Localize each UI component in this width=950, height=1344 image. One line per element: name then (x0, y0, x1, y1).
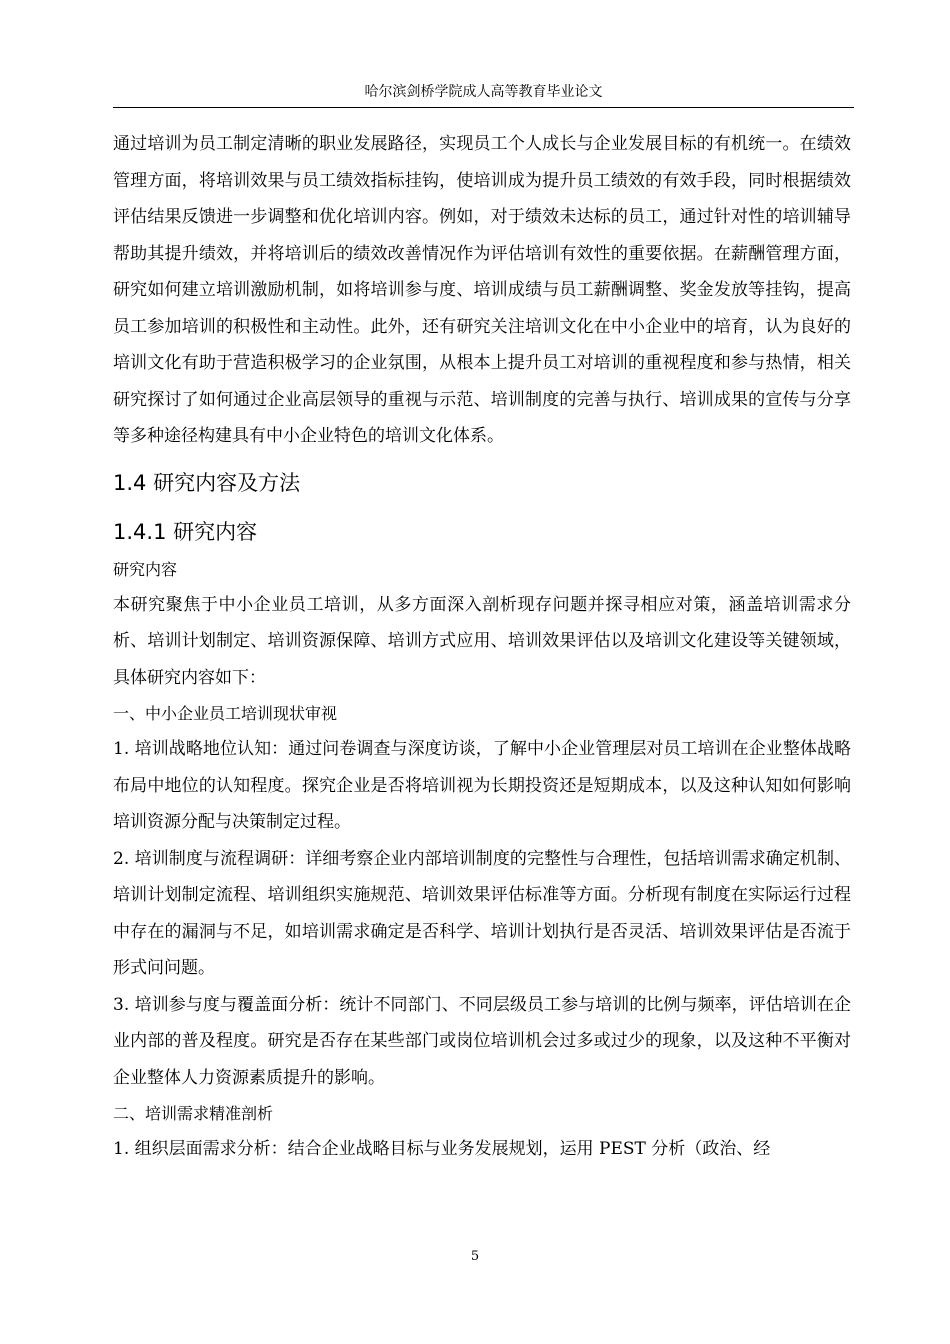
list-item: 2. 培训制度与流程调研：详细考察企业内部培训制度的完整性与合理性，包括培训需求确定机制、培训计划制定流程、培训组织实施规范、培训效果评估标准等方面。分析现有制度在实际运行过程中存在的漏洞与不足，如培训需求确定是否科学、培训计划执行是否灵活、培训效果评估是否流于形式问问题。 (113, 848, 851, 978)
list-item: 1. 培训战略地位认知：通过问卷调查与深度访谈，了解中小企业管理层对员工培训在企业整体战略布局中地位的认知程度。探究企业是否将培训视为长期投资还是短期成本，以及这种认知如何影响培训资源分配与决策制定过程。 (113, 739, 851, 832)
part-two-title: 二、培训需求精准剖析 (113, 1104, 274, 1123)
running-header: 哈尔滨剑桥学院成人高等教育毕业论文 (364, 84, 603, 100)
research-content-label: 研究内容 (113, 559, 178, 579)
page-number: 5 (470, 1249, 480, 1264)
intro-paragraph: 通过培训为员工制定清晰的职业发展路径，实现员工个人成长与企业发展目标的有机统一。在绩效管理方面，将培训效果与员工绩效指标挂钩，使培训成为提升员工绩效的有效手段，同时根据绩效评估结果反馈进一步调整和优化培训内容。例如，对于绩效未达标的员工，通过针对性的培训辅导帮助其提升绩效，并将培训后的绩效改善情况作为评估培训有效性的重要依据。在薪酬管理方面，研究如何建立培训激励机制，如将培训参与度、培训成绩与员工薪酬调整、奖金发放等挂钩，提高员工参加培训的积极性和主动性。此外，还有研究关注培训文化在中小企业中的培育，认为良好的培训文化有助于营造积极学习的企业氛围，从根本上提升员工对培训的重视程度和参与热情，相关研究探讨了如何通过企业高层领导的重视与示范、培训制度的完善与执行、培训成果的宣传与分享等多种途径构建具有中小企业特色的培训文化体系。 (113, 134, 851, 446)
overview-paragraph: 本研究聚焦于中小企业员工培训，从多方面深入剖析现存问题并探寻相应对策，涵盖培训需求分析、培训计划制定、培训资源保障、培训方式应用、培训效果评估以及培训文化建设等关键领域，具体研究内容如下： (113, 594, 851, 688)
section-heading: 1.4 研究内容及方法 (113, 470, 301, 495)
subsection-heading: 1.4.1 研究内容 (113, 519, 258, 544)
part-one-title: 一、中小企业员工培训现状审视 (113, 704, 338, 723)
list-item: 3. 培训参与度与覆盖面分析：统计不同部门、不同层级员工参与培训的比例与频率，评估培训在企业内部的普及程度。研究是否存在某些部门或岗位培训机会过多或过少的现象，以及这种不平衡对企业整体人力资源素质提升的影响。 (113, 994, 851, 1088)
page-body (113, 126, 851, 1168)
list-item: 1. 组织层面需求分析：结合企业战略目标与业务发展规划，运用 PEST 分析（政治、经 (113, 1139, 771, 1159)
header-divider (113, 107, 854, 108)
